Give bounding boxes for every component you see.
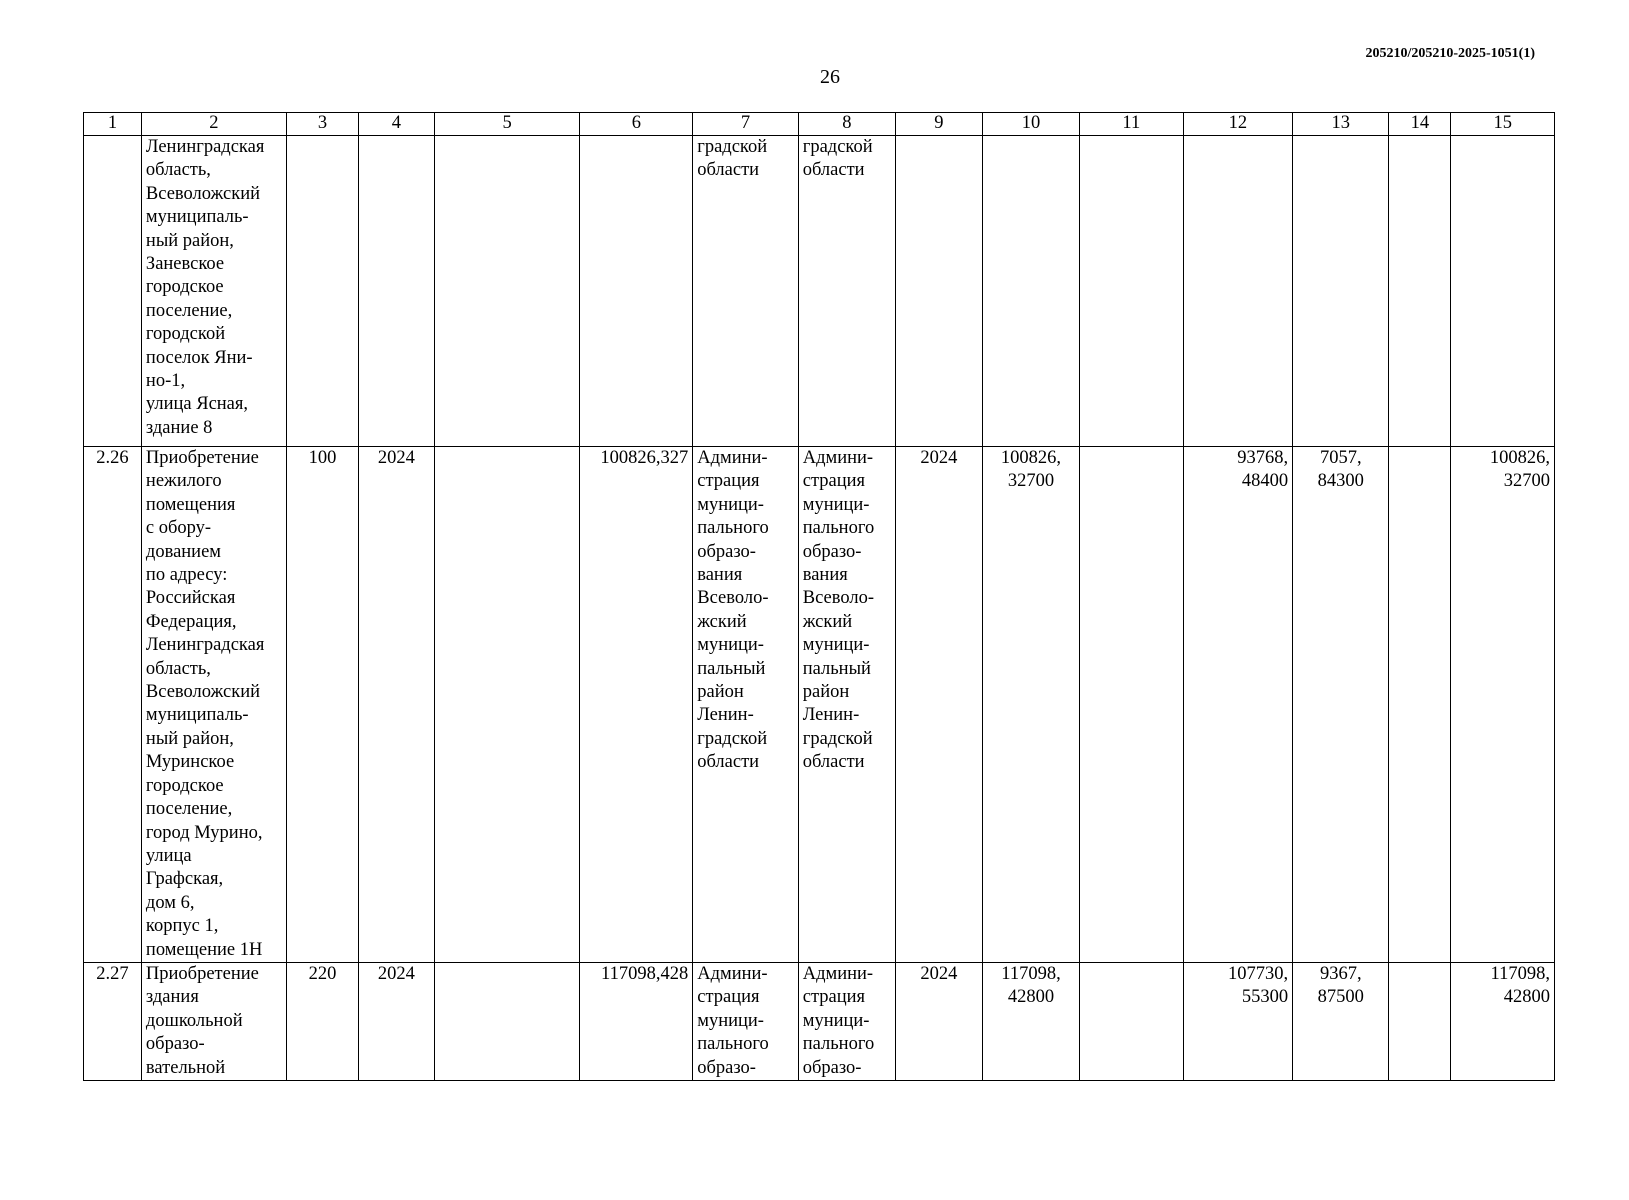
cell-col11 [1080, 447, 1183, 963]
cell-col11 [1080, 962, 1183, 1080]
cell-col15: 100826, 32700 [1451, 447, 1555, 963]
cell-col13: 9367, 87500 [1293, 962, 1389, 1080]
cell-col6: 100826,327 [580, 447, 693, 963]
cell-description: Ленинградская область, Всеволожский муниципаль- ный район, Заневское городское поселение, городской поселок Яни- но-1, улица Ясная, здание 8 [141, 136, 286, 447]
cell-col7: градской области [693, 136, 799, 447]
cell-col8: Админи- страция муници- пального образо- [798, 962, 895, 1080]
cell-col8: градской области [798, 136, 895, 447]
column-header: 15 [1451, 113, 1555, 136]
cell-col12: 107730, 55300 [1183, 962, 1293, 1080]
column-header: 4 [359, 113, 435, 136]
cell-col7: Админи- страция муници- пального образо- [693, 962, 799, 1080]
cell-col12 [1183, 136, 1293, 447]
page-number: 26 [820, 66, 840, 88]
column-header: 2 [141, 113, 286, 136]
cell-col15 [1451, 136, 1555, 447]
cell-col5 [434, 447, 580, 963]
cell-col12: 93768, 48400 [1183, 447, 1293, 963]
cell-col5 [434, 962, 580, 1080]
cell-col14 [1389, 962, 1451, 1080]
cell-col9: 2024 [895, 962, 982, 1080]
column-header: 7 [693, 113, 799, 136]
cell-col14 [1389, 447, 1451, 963]
cell-number [84, 136, 142, 447]
cell-col3: 100 [286, 447, 358, 963]
cell-col6 [580, 136, 693, 447]
cell-col7: Админи- страция муници- пального образо- вания Всеволо- жский муници- пальный район Ленин- градской области [693, 447, 799, 963]
column-header: 12 [1183, 113, 1293, 136]
column-header: 14 [1389, 113, 1451, 136]
cell-col3 [286, 136, 358, 447]
cell-col10: 117098, 42800 [982, 962, 1079, 1080]
cell-col4: 2024 [359, 447, 435, 963]
column-header: 5 [434, 113, 580, 136]
column-header: 6 [580, 113, 693, 136]
cell-col8: Админи- страция муници- пального образо- вания Всеволо- жский муници- пальный район Ленин- градской области [798, 447, 895, 963]
column-number-row [84, 113, 1555, 136]
cell-col3: 220 [286, 962, 358, 1080]
cell-col13 [1293, 136, 1389, 447]
cell-col13: 7057, 84300 [1293, 447, 1389, 963]
document-code: 205210/205210-2025-1051(1) [1365, 46, 1535, 61]
column-header: 11 [1080, 113, 1183, 136]
table-header [84, 113, 1555, 136]
cell-number: 2.27 [84, 962, 142, 1080]
column-header: 1 [84, 113, 142, 136]
cell-col15: 117098, 42800 [1451, 962, 1555, 1080]
cell-description: Приобретение нежилого помещения с обору- дованием по адресу: Российская Федерация, Ленинградская область, Всеволожский муниципаль- ный район, Муринское городское поселение, город Мурино, улица Графская, дом 6, корпус 1, помещение 1Н [141, 447, 286, 963]
table-row [84, 136, 1555, 447]
cell-col9 [895, 136, 982, 447]
data-table [83, 112, 1555, 1081]
column-header: 13 [1293, 113, 1389, 136]
column-header: 10 [982, 113, 1079, 136]
cell-col9: 2024 [895, 447, 982, 963]
cell-col10: 100826, 32700 [982, 447, 1079, 963]
cell-description: Приобретение здания дошкольной образо- вательной [141, 962, 286, 1080]
cell-col4 [359, 136, 435, 447]
cell-col10 [982, 136, 1079, 447]
column-header: 8 [798, 113, 895, 136]
table-row [84, 962, 1555, 1080]
cell-col5 [434, 136, 580, 447]
table-row [84, 447, 1555, 963]
column-header: 9 [895, 113, 982, 136]
column-header: 3 [286, 113, 358, 136]
cell-col6: 117098,428 [580, 962, 693, 1080]
cell-number: 2.26 [84, 447, 142, 963]
cell-col4: 2024 [359, 962, 435, 1080]
cell-col11 [1080, 136, 1183, 447]
cell-col14 [1389, 136, 1451, 447]
